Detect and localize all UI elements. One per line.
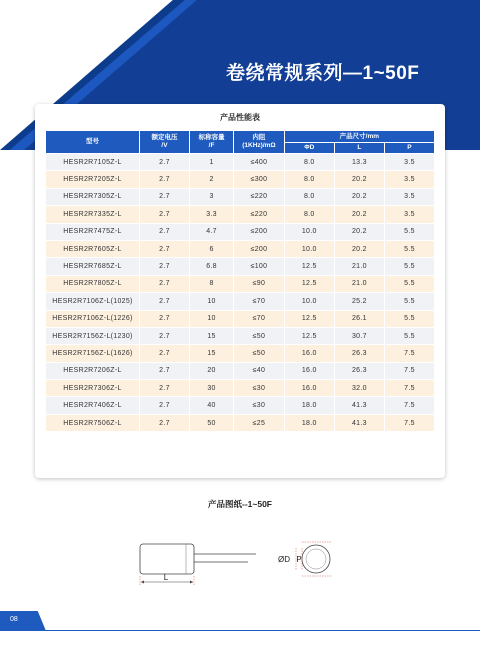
cell-pitch: 7.5 xyxy=(385,380,434,396)
cell-diameter: 10.0 xyxy=(285,293,334,309)
cell-length: 20.2 xyxy=(335,206,384,222)
cell-voltage: 2.7 xyxy=(140,241,189,257)
cell-model: HESR2R7306Z-L xyxy=(46,380,139,396)
table-row xyxy=(46,363,434,379)
footer-divider xyxy=(44,630,480,631)
cell-model: HESR2R7106Z-L(1226) xyxy=(46,311,139,327)
col-header-resistance: 内阻 (1KHz)/mΩ xyxy=(234,131,284,153)
cell-capacitance: 50 xyxy=(190,415,233,431)
cell-voltage: 2.7 xyxy=(140,415,189,431)
cell-length: 26.3 xyxy=(335,363,384,379)
capacitor-side-view xyxy=(140,544,256,574)
spec-table-body xyxy=(46,154,434,431)
table-row xyxy=(46,258,434,274)
cell-voltage: 2.7 xyxy=(140,293,189,309)
cell-voltage: 2.7 xyxy=(140,363,189,379)
cell-pitch: 5.5 xyxy=(385,258,434,274)
cell-diameter: 16.0 xyxy=(285,345,334,361)
cell-model: HESR2R7335Z-L xyxy=(46,206,139,222)
cell-diameter: 12.5 xyxy=(285,276,334,292)
cell-length: 41.3 xyxy=(335,415,384,431)
table-row xyxy=(46,171,434,187)
cell-capacitance: 6.8 xyxy=(190,258,233,274)
product-drawing xyxy=(136,528,336,588)
cell-resistance: ≤70 xyxy=(234,311,284,327)
cell-voltage: 2.7 xyxy=(140,154,189,170)
cell-length: 13.3 xyxy=(335,154,384,170)
cell-diameter: 12.5 xyxy=(285,328,334,344)
cell-capacitance: 3.3 xyxy=(190,206,233,222)
cell-length: 32.0 xyxy=(335,380,384,396)
cell-capacitance: 15 xyxy=(190,328,233,344)
cell-resistance: ≤90 xyxy=(234,276,284,292)
cell-voltage: 2.7 xyxy=(140,171,189,187)
table-row xyxy=(46,293,434,309)
cell-model: HESR2R7156Z-L(1626) xyxy=(46,345,139,361)
cell-resistance: ≤30 xyxy=(234,380,284,396)
cell-length: 41.3 xyxy=(335,397,384,413)
cell-pitch: 5.5 xyxy=(385,328,434,344)
cell-diameter: 12.5 xyxy=(285,258,334,274)
cell-voltage: 2.7 xyxy=(140,276,189,292)
table-row xyxy=(46,345,434,361)
cell-length: 26.3 xyxy=(335,345,384,361)
cell-model: HESR2R7805Z-L xyxy=(46,276,139,292)
label-l: L xyxy=(163,573,169,582)
table-row xyxy=(46,328,434,344)
table-row xyxy=(46,380,434,396)
cell-voltage: 2.7 xyxy=(140,397,189,413)
cell-diameter: 8.0 xyxy=(285,154,334,170)
cell-capacitance: 20 xyxy=(190,363,233,379)
cell-capacitance: 6 xyxy=(190,241,233,257)
cell-resistance: ≤30 xyxy=(234,397,284,413)
cell-voltage: 2.7 xyxy=(140,206,189,222)
cell-pitch: 5.5 xyxy=(385,276,434,292)
spec-table xyxy=(45,130,435,432)
col-header-d: ΦD xyxy=(285,143,334,153)
cell-length: 21.0 xyxy=(335,258,384,274)
cell-diameter: 10.0 xyxy=(285,241,334,257)
cell-model: HESR2R7206Z-L xyxy=(46,363,139,379)
cell-diameter: 16.0 xyxy=(285,380,334,396)
cell-length: 20.2 xyxy=(335,171,384,187)
label-p: P xyxy=(296,555,302,564)
cell-model: HESR2R7506Z-L xyxy=(46,415,139,431)
cell-pitch: 3.5 xyxy=(385,206,434,222)
cell-capacitance: 3 xyxy=(190,189,233,205)
cell-diameter: 10.0 xyxy=(285,224,334,240)
page-title: 卷绕常规系列—1~50F xyxy=(226,63,420,84)
cell-length: 20.2 xyxy=(335,189,384,205)
table-row xyxy=(46,311,434,327)
cell-resistance: ≤25 xyxy=(234,415,284,431)
cell-length: 20.2 xyxy=(335,241,384,257)
cell-resistance: ≤50 xyxy=(234,345,284,361)
cell-resistance: ≤220 xyxy=(234,206,284,222)
cell-diameter: 8.0 xyxy=(285,206,334,222)
cell-diameter: 8.0 xyxy=(285,189,334,205)
cell-length: 26.1 xyxy=(335,311,384,327)
col-header-p: P xyxy=(385,143,434,153)
cell-diameter: 8.0 xyxy=(285,171,334,187)
cell-pitch: 5.5 xyxy=(385,224,434,240)
cell-resistance: ≤220 xyxy=(234,189,284,205)
col-header-l: L xyxy=(335,143,384,153)
table-row xyxy=(46,276,434,292)
cell-resistance: ≤40 xyxy=(234,363,284,379)
cell-capacitance: 1 xyxy=(190,154,233,170)
cell-capacitance: 4.7 xyxy=(190,224,233,240)
table-title: 产品性能表 xyxy=(220,113,260,122)
cell-model: HESR2R7205Z-L xyxy=(46,171,139,187)
table-row xyxy=(46,206,434,222)
cell-voltage: 2.7 xyxy=(140,224,189,240)
cell-model: HESR2R7685Z-L xyxy=(46,258,139,274)
spec-table-card xyxy=(35,104,445,478)
col-header-voltage: 额定电压 /V xyxy=(140,131,189,153)
cell-resistance: ≤300 xyxy=(234,171,284,187)
cell-model: HESR2R7475Z-L xyxy=(46,224,139,240)
cell-model: HESR2R7106Z-L(1025) xyxy=(46,293,139,309)
cell-resistance: ≤200 xyxy=(234,224,284,240)
col-header-capacitance: 标称容量 /F xyxy=(190,131,233,153)
cell-voltage: 2.7 xyxy=(140,345,189,361)
cell-diameter: 12.5 xyxy=(285,311,334,327)
cell-resistance: ≤70 xyxy=(234,293,284,309)
cell-capacitance: 40 xyxy=(190,397,233,413)
table-row xyxy=(46,397,434,413)
table-row xyxy=(46,224,434,240)
cell-voltage: 2.7 xyxy=(140,311,189,327)
table-row xyxy=(46,415,434,431)
cell-length: 25.2 xyxy=(335,293,384,309)
col-header-model: 型号 xyxy=(46,131,139,153)
table-row xyxy=(46,189,434,205)
cell-voltage: 2.7 xyxy=(140,258,189,274)
cell-diameter: 18.0 xyxy=(285,415,334,431)
cell-pitch: 7.5 xyxy=(385,415,434,431)
cell-capacitance: 15 xyxy=(190,345,233,361)
cell-capacitance: 10 xyxy=(190,311,233,327)
cell-model: HESR2R7105Z-L xyxy=(46,154,139,170)
col-header-dimensions: 产品尺寸/mm xyxy=(285,131,434,142)
cell-voltage: 2.7 xyxy=(140,328,189,344)
cell-pitch: 7.5 xyxy=(385,345,434,361)
table-row xyxy=(46,241,434,257)
cell-length: 21.0 xyxy=(335,276,384,292)
cell-length: 20.2 xyxy=(335,224,384,240)
cell-pitch: 3.5 xyxy=(385,154,434,170)
cell-capacitance: 30 xyxy=(190,380,233,396)
cell-model: HESR2R7156Z-L(1230) xyxy=(46,328,139,344)
cell-pitch: 5.5 xyxy=(385,311,434,327)
cell-capacitance: 8 xyxy=(190,276,233,292)
cell-length: 30.7 xyxy=(335,328,384,344)
cell-pitch: 7.5 xyxy=(385,363,434,379)
cell-diameter: 16.0 xyxy=(285,363,334,379)
cell-pitch: 3.5 xyxy=(385,189,434,205)
cell-resistance: ≤100 xyxy=(234,258,284,274)
cell-pitch: 5.5 xyxy=(385,293,434,309)
cell-pitch: 5.5 xyxy=(385,241,434,257)
cell-pitch: 3.5 xyxy=(385,171,434,187)
cell-resistance: ≤400 xyxy=(234,154,284,170)
cell-model: HESR2R7406Z-L xyxy=(46,397,139,413)
cell-voltage: 2.7 xyxy=(140,380,189,396)
footer-page-tab xyxy=(0,611,46,631)
cell-capacitance: 2 xyxy=(190,171,233,187)
cell-diameter: 18.0 xyxy=(285,397,334,413)
page-number: 08 xyxy=(10,616,18,623)
cell-capacitance: 10 xyxy=(190,293,233,309)
cell-voltage: 2.7 xyxy=(140,189,189,205)
cell-model: HESR2R7605Z-L xyxy=(46,241,139,257)
cell-resistance: ≤50 xyxy=(234,328,284,344)
cell-model: HESR2R7305Z-L xyxy=(46,189,139,205)
label-diameter: ØD xyxy=(278,555,290,564)
cell-resistance: ≤200 xyxy=(234,241,284,257)
drawing-title: 产品图纸--1~50F xyxy=(208,499,272,509)
cell-pitch: 7.5 xyxy=(385,397,434,413)
table-row xyxy=(46,154,434,170)
